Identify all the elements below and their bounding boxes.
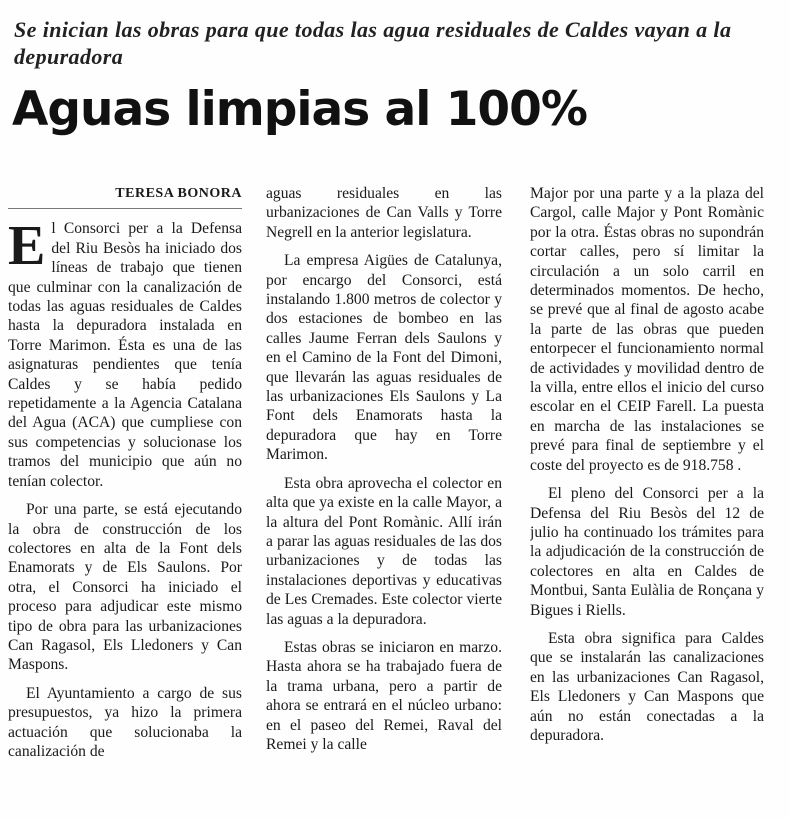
article-headline: Aguas limpias al 100% bbox=[12, 82, 587, 137]
article-column-3 bbox=[530, 184, 764, 809]
article-paragraph: El Ayuntamiento a cargo de sus presupuestos, ya hizo la primera actuación que solucionaba la canalización de bbox=[8, 684, 242, 760]
drop-cap: E bbox=[8, 215, 46, 278]
article-paragraph: Esta obra aprovecha el colector en alta que ya existe en la calle Mayor, a la altura del Pont Romànic. Allí irán a parar las aguas residuales de las dos urbanizaciones y de todas las instalaciones deportivas y educativas de Les Cremades. Este colector vierte las aguas a la depuradora. bbox=[266, 474, 502, 628]
article-paragraph: Esta obra significa para Caldes que se instalarán las canalizaciones en las urbanizaciones Can Ragasol, Els Lledoners y Can Maspons que aún no están conectadas a la depuradora. bbox=[530, 629, 764, 744]
paragraph-text: l Consorci per a la Defensa del Riu Besòs ha iniciado dos líneas de trabajo que tienen que culminar con la canalización de todas las aguas residuales de Caldes hasta la depuradora instalada en Torre Marimon. Ésta es una de las asignaturas pendientes que tenía Caldes y se había pedido repetidamente a la Agencia Catalana del Agua (ACA) que cumpliese con sus competencias y solucionase los tramos del municipio que aún no tenían colector. bbox=[8, 220, 242, 490]
article-paragraph: Estas obras se iniciaron en marzo. Hasta ahora se ha trabajado fuera de la trama urbana, pero a partir de ahora se entrará en el núcleo urbano: en el paseo del Remei, Raval del Remei y la calle bbox=[266, 638, 502, 753]
article-paragraph bbox=[8, 215, 242, 491]
author-byline: TERESA BONORA bbox=[8, 184, 242, 209]
article-paragraph: Por una parte, se está ejecutando la obra de construcción de los colectores en alta de la Font dels Enamorats y de Els Saulons. Por otra, el Consorci ha iniciado el proceso para adjudicar este mismo tipo de obra para las urbanizaciones Can Ragasol, Els Lledoners y Can Maspons. bbox=[8, 501, 242, 674]
article-paragraph: El pleno del Consorci per a la Defensa del Riu Besòs del 12 de julio ha continuado los trámites para la adjudicación de la construcción de colectores en alta en Caldes de Montbui, Santa Eulàlia de Ronçana y Bigues i Riells. bbox=[530, 485, 764, 619]
article-column-1 bbox=[8, 184, 242, 809]
article-column-2 bbox=[266, 184, 502, 809]
article-paragraph: La empresa Aigües de Catalunya, por encargo del Consorci, está instalando 1.800 metros de colector y dos estaciones de bombeo en las calles Jaume Ferran dels Saulons y en el Camino de la Font del Dimoni, que llevarán las aguas residuales de las urbanizaciones Els Saulons y La Font dels Enamorats hasta la depuradora que hay en Torre Marimon. bbox=[266, 252, 502, 464]
article-paragraph: Major por una parte y a la plaza del Cargol, calle Major y Pont Romànic por la otra. Éstas obras no supondrán cortar calles, pero sí limitar la circulación a un solo carril en determinados momentos. De hecho, se prevé que al final de agosto acabe la parte de las obras que pueden entorpecer el funcionamiento normal de actividades y movilidad dentro de la villa, entre ellos el inicio del curso escolar en el CEIP Farell. La puesta en marcha de las instalaciones se prevé para final de septiembre y el coste del proyecto es de 918.758 . bbox=[530, 185, 764, 474]
article-subtitle: Se inician las obras para que todas las agua residuales de Caldes vayan a la depuradora bbox=[14, 17, 732, 69]
article-paragraph: aguas residuales en las urbanizaciones de Can Valls y Torre Negrell en la anterior legislatura. bbox=[266, 185, 502, 241]
